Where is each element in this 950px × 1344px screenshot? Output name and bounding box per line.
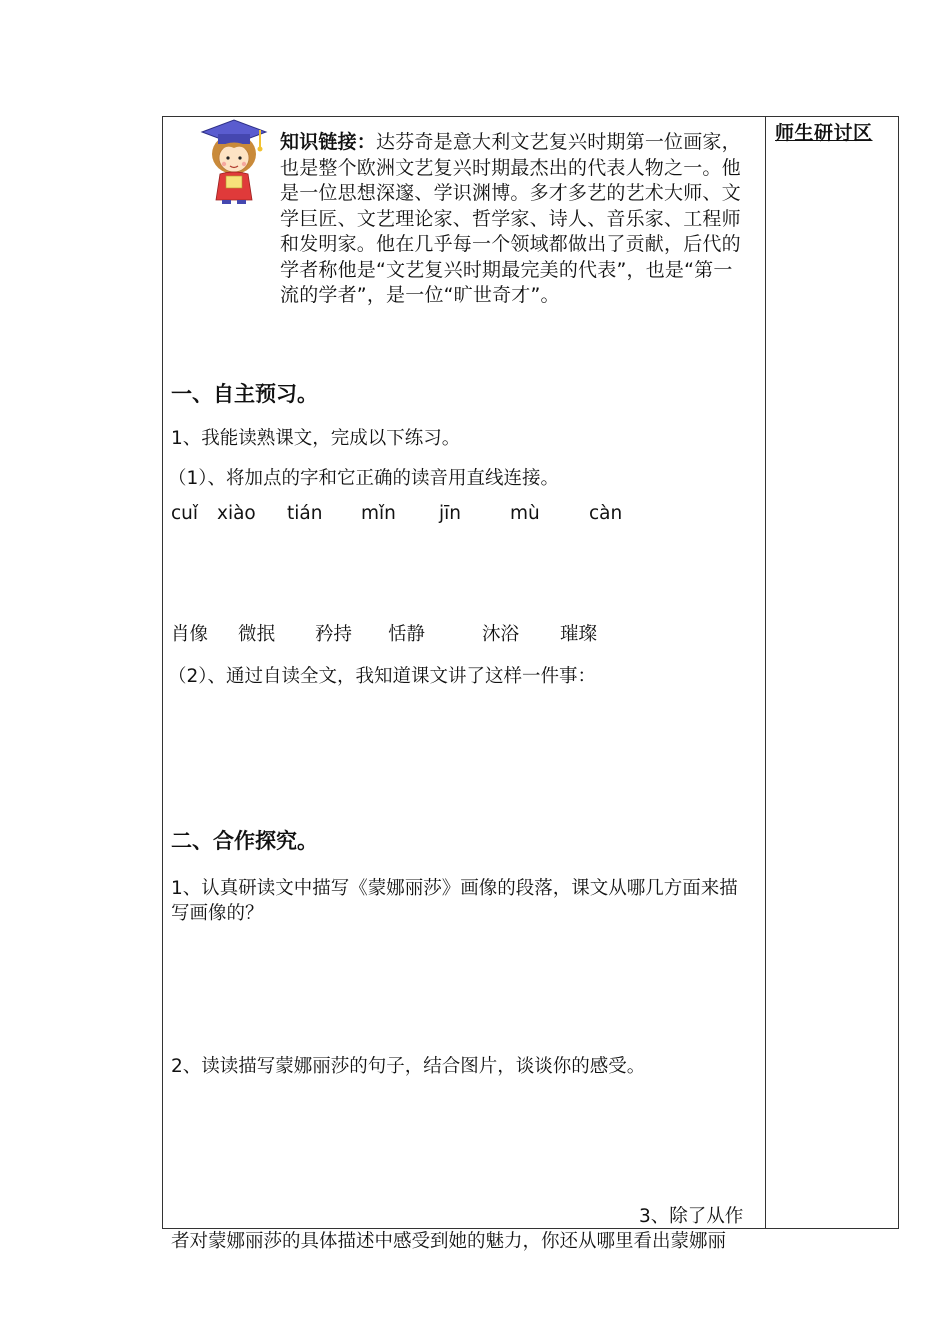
word-item: 恬静 bbox=[388, 624, 426, 645]
section1-question1: 1、我能读熟课文，完成以下练习。 bbox=[171, 428, 461, 449]
word-item: 璀璨 bbox=[560, 624, 598, 645]
section1-question1-sub1: （1）、将加点的字和它正确的读音用直线连接。 bbox=[168, 468, 560, 489]
knowledge-link-paragraph bbox=[280, 130, 744, 309]
pinyin-item: mù bbox=[510, 503, 540, 524]
knowledge-link-text: 达芬奇是意大利文艺复兴时期第一位画家，也是整个欧洲文艺复兴时期最杰出的代表人物之一。他是一位思想深邃、学识渊博。多才多艺的艺术大师、文学巨匠、文艺理论家、哲学家、诗人、音乐家、工程师和发明家。他在几乎每一个领域都做出了贡献，后代的学者称他是“文艺复兴时期最完美的代表”，也是“第一流的学者”，是一位“旷世奇才”。 bbox=[280, 131, 741, 306]
word-item: 矜持 bbox=[315, 624, 353, 645]
pinyin-item: tián bbox=[287, 503, 323, 524]
knowledge-link-label: 知识链接： bbox=[280, 131, 377, 153]
pinyin-item: cuǐ bbox=[171, 503, 199, 524]
pinyin-item: mǐn bbox=[361, 503, 396, 524]
pinyin-item: jīn bbox=[439, 503, 462, 524]
pinyin-item: xiào bbox=[217, 503, 256, 524]
word-item: 微抿 bbox=[238, 624, 276, 645]
pinyin-item: càn bbox=[589, 503, 623, 524]
section2-question3-part2: 者对蒙娜丽莎的具体描述中感受到她的魅力，你还从哪里看出蒙娜丽 bbox=[171, 1231, 727, 1252]
graduate-girl-icon bbox=[198, 114, 270, 206]
section2-question2: 2、读读描写蒙娜丽莎的句子，结合图片，谈谈你的感受。 bbox=[171, 1056, 646, 1077]
column-divider bbox=[765, 116, 766, 1229]
word-item: 肖像 bbox=[171, 624, 209, 645]
section2-question1: 1、认真研读文中描写《蒙娜丽莎》画像的段落，课文从哪几方面来描写画像的？ bbox=[171, 878, 738, 924]
section2-question3-part1: 3、除了从作 bbox=[639, 1206, 744, 1227]
discussion-area-title: 师生研讨区 bbox=[775, 122, 873, 144]
section1-heading: 一、自主预习。 bbox=[171, 382, 318, 406]
word-item: 沐浴 bbox=[482, 624, 520, 645]
section2-heading: 二、合作探究。 bbox=[171, 829, 318, 853]
section1-question1-sub2: （2）、通过自读全文，我知道课文讲了这样一件事： bbox=[168, 666, 597, 687]
